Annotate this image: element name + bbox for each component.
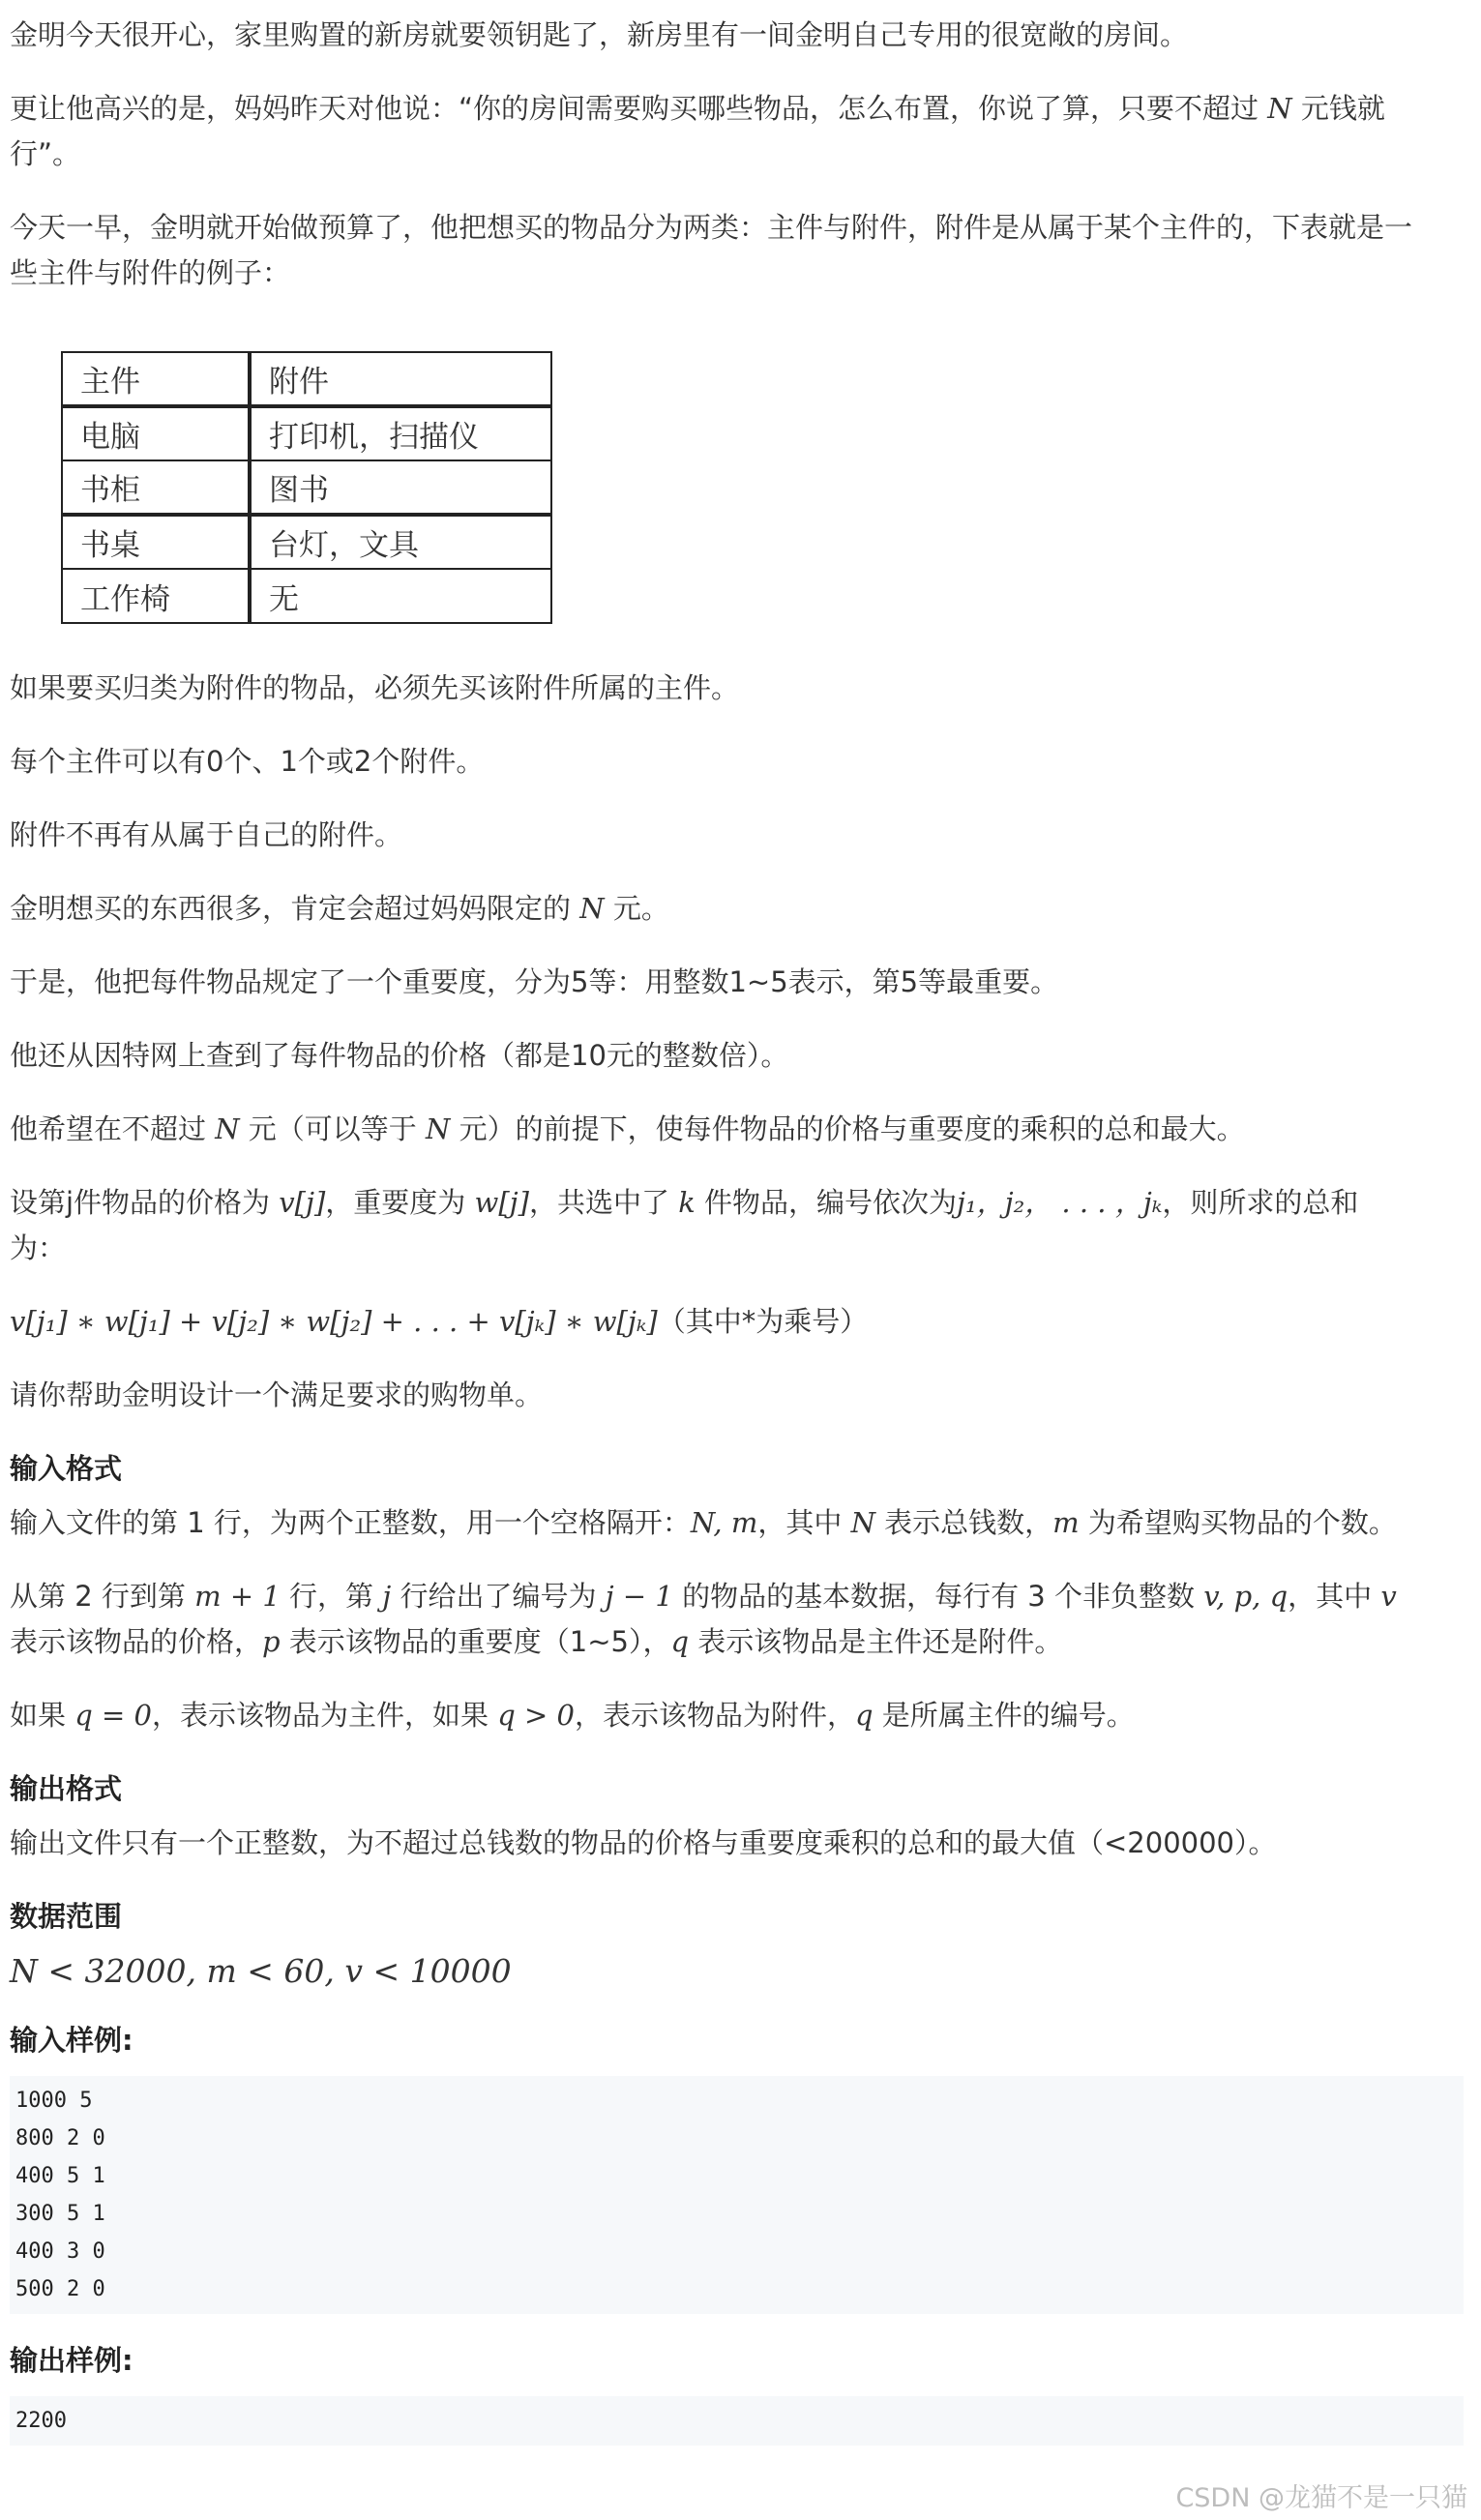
main-item-cell: 工作椅 — [62, 569, 250, 623]
input-format-line-2: 从第 2 行到第 m + 1 行，第 j 行给出了编号为 j − 1 的物品的基本数据，每行有 3 个非负整数 v, p, q，其中 v 表示该物品的价格，p 表示该物品的重要度（1~5），q 表示该物品是主件还是附件。 — [10, 1580, 1397, 1658]
table-row — [62, 406, 551, 460]
code-line: 500 2 0 — [15, 2277, 105, 2301]
sample-output-heading: 输出样例: — [10, 2344, 133, 2377]
sample-output-code[interactable] — [10, 2396, 1464, 2446]
attachment-cell: 台灯，文具 — [250, 515, 551, 569]
sample-input-code[interactable] — [10, 2076, 1464, 2314]
output-format-text: 输出文件只有一个正整数，为不超过总钱数的物品的价格与重要度乘积的总和的最大值（<200000）。 — [10, 1826, 1277, 1859]
main-item-cell: 电脑 — [62, 406, 250, 460]
code-line: 400 5 1 — [15, 2164, 105, 2188]
attachment-cell: 打印机，扫描仪 — [250, 406, 551, 460]
table-row — [62, 515, 551, 569]
rule-1: 如果要买归类为附件的物品，必须先买该附件所属的主件。 — [10, 671, 740, 704]
table-row — [62, 352, 551, 406]
data-range-heading: 数据范围 — [10, 1900, 123, 1933]
code-line: 1000 5 — [15, 2089, 93, 2113]
intro-paragraph-1: 金明今天很开心，家里购置的新房就要领钥匙了，新房里有一间金明自己专用的很宽敞的房间。 — [10, 18, 1189, 51]
rule-2: 每个主件可以有0个、1个或2个附件。 — [10, 745, 485, 778]
code-line: 2200 — [15, 2409, 67, 2433]
code-line: 400 3 0 — [15, 2239, 105, 2264]
rule-3: 附件不再有从属于自己的附件。 — [10, 818, 403, 851]
input-format-heading: 输入格式 — [10, 1452, 123, 1485]
input-format-line-3: 如果 q = 0，表示该物品为主件，如果 q > 0，表示该物品为附件，q 是所属主件的编号。 — [10, 1699, 1135, 1732]
rule-9: 请你帮助金明设计一个满足要求的购物单。 — [10, 1379, 544, 1411]
rule-4: 金明想买的东西很多，肯定会超过妈妈限定的 N 元。 — [10, 892, 669, 925]
code-line: 300 5 1 — [15, 2202, 105, 2226]
code-line: 800 2 0 — [15, 2126, 105, 2150]
attachment-cell: 无 — [250, 569, 551, 623]
data-range-formula: N < 32000, m < 60, v < 10000 — [10, 1952, 512, 1990]
table-row — [62, 569, 551, 623]
rule-5: 于是，他把每件物品规定了一个重要度，分为5等：用整数1~5表示，第5等最重要。 — [10, 965, 1059, 998]
sample-input-heading: 输入样例: — [10, 2024, 133, 2057]
rule-7: 他希望在不超过 N 元（可以等于 N 元）的前提下，使每件物品的价格与重要度的乘积的总和最大。 — [10, 1112, 1245, 1145]
attachment-cell: 图书 — [250, 460, 551, 515]
attachment-cell: 附件 — [250, 352, 551, 406]
main-item-cell: 书柜 — [62, 460, 250, 515]
example-table-wrapper — [61, 351, 1466, 624]
csdn-watermark: CSDN @龙猫不是一只猫 — [1175, 2483, 1467, 2513]
intro-paragraph-3: 今天一早，金明就开始做预算了，他把想买的物品分为两类：主件与附件，附件是从属于某个主件的，下表就是一 些主件与附件的例子： — [10, 211, 1413, 289]
sum-formula: v[j₁] ∗ w[j₁] + v[j₂] ∗ w[j₂] + . . . + v[jₖ] ∗ w[jₖ]（其中*为乘号） — [10, 1305, 869, 1338]
output-format-heading: 输出格式 — [10, 1772, 123, 1805]
main-item-cell: 书桌 — [62, 515, 250, 569]
rule-8: 设第j件物品的价格为 v[j]，重要度为 w[j]，共选中了 k 件物品，编号依次为j₁，j₂， . . . ，jₖ，则所求的总和 为： — [10, 1186, 1359, 1264]
rule-6: 他还从因特网上查到了每件物品的价格（都是10元的整数倍）。 — [10, 1039, 789, 1072]
table-row — [62, 460, 551, 515]
problem-statement — [10, 0, 1466, 2446]
input-format-line-1: 输入文件的第 1 行，为两个正整数，用一个空格隔开：N, m，其中 N 表示总钱数，m 为希望购买物品的个数。 — [10, 1506, 1397, 1539]
main-item-cell: 主件 — [62, 352, 250, 406]
example-table — [61, 351, 552, 624]
intro-paragraph-2: 更让他高兴的是，妈妈昨天对他说：“你的房间需要购买哪些物品，怎么布置，你说了算，只要不超过 N 元钱就 行”。 — [10, 92, 1385, 170]
